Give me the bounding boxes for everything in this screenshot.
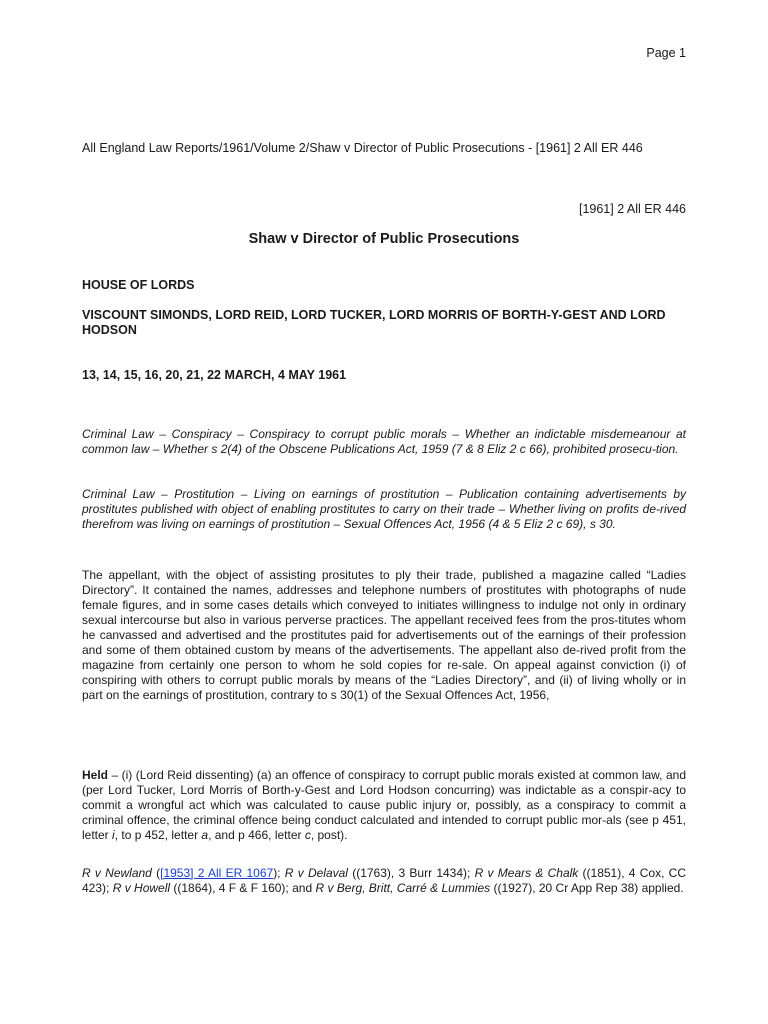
report-reference: [1961] 2 All ER 446 <box>578 202 686 216</box>
case-title: Shaw v Director of Public Prosecutions <box>248 231 520 247</box>
case-name-howell: R v Howell <box>112 881 171 895</box>
held-letter-i: i <box>112 828 115 842</box>
case-open-paren: ( <box>151 866 161 880</box>
facts-paragraph: The appellant, with the object of assisting prositutes to ply their trade, published a magazine called “Ladies Directory”. It contained the names, addresses and telephone numbers of prostitutes with photographs of nude female figures, and in some cases details which conveyed to initiates willingness to indulge not only in ordinary sexual intercourse but also in various perverse practices. The appellant received fees from the pros-titutes whom he canvassed and advertised and the prostitutes paid for advertisements out of the earnings of their profession and some of them obtained custom by means of the advertisements. The appellant also de-rived profit from the magazine from certainly one person to whom he sold copies for re-sale. On appeal against conviction (i) of conspiring with others to corrupt public morals by means of the “Ladies Directory”, and (ii) of living wholly or in part on the earnings of prostitution, contrary to s 30(1) of the Sexual Offences Act, 1956, <box>82 568 686 702</box>
held-letter-c: c <box>304 828 311 842</box>
court-name: HOUSE OF LORDS <box>82 278 195 292</box>
held-paragraph <box>82 768 686 843</box>
catchword-prostitution <box>82 487 686 532</box>
report-citation-line: All England Law Reports/1961/Volume 2/Shaw v Director of Public Prosecutions - [1961] 2 All ER 446 <box>82 141 643 155</box>
page-number: Page 1 <box>646 46 686 60</box>
catchword-conspiracy-text: Criminal Law – Conspiracy – Conspiracy to corrupt public morals – Whether an indictable misdemeanour at common law – Whether s 2(4) of the Obscene Publications Act, 1959 (7 & 8 Eliz 2 c 66), prohibited prosecu-tion. <box>82 427 686 456</box>
case-name-newland: R v Newland <box>82 866 152 880</box>
held-letter-a: a <box>201 828 209 842</box>
case-name-delaval: R v Delaval <box>284 866 348 880</box>
case-ref-berg: ((1927), 20 Cr App Rep 38) applied. <box>490 881 684 895</box>
judges-list: VISCOUNT SIMONDS, LORD REID, LORD TUCKER, LORD MORRIS OF BORTH-Y-GEST AND LORD HODSON <box>82 308 666 337</box>
case-ref-howell: ((1864), 4 F & F 160); and <box>170 881 316 895</box>
held-text-c: , and p 466, letter <box>208 828 305 842</box>
held-dash: – <box>108 768 122 782</box>
held-text-d: , post). <box>310 828 348 842</box>
held-label: Held <box>82 768 109 782</box>
held-text-b: , to p 452, letter <box>114 828 202 842</box>
held-text-a: (i) (Lord Reid dissenting) (a) an offence of conspiracy to corrupt public morals existed at common law, and (per Lord Tucker, Lord Morris of Borth-y-Gest and Lord Hodson concurring) was indictable as a conspir-acy to commit a wrongful act which was calculated to cause public injury or, possibly, as a conspiracy to commit a criminal offence, the criminal offence being conduct calculated and intended to corrupt public mor-als (see p 451, letter <box>82 768 687 842</box>
case-ref-delaval: ((1763), 3 Burr 1434); <box>347 866 475 880</box>
case-name-mears-chalk: R v Mears & Chalk <box>474 866 579 880</box>
hearing-dates: 13, 14, 15, 16, 20, 21, 22 MARCH, 4 MAY 1961 <box>82 368 347 382</box>
case-ref-mears-chalk: ((1851), 4 Cox, CC 423); <box>82 866 686 895</box>
case-link-newland[interactable]: [1953] 2 All ER 1067 <box>160 866 274 880</box>
catchword-prostitution-text: Criminal Law – Prostitution – Living on earnings of prostitution – Publication containing advertisements by prostitutes published with object of enabling prostitutes to carry on their trade – Whether living on profits de-rived therefrom was living on earnings of prostitution – Sexual Offences Act, 1956 (4 & 5 Eliz 2 c 69), s 30. <box>82 487 686 531</box>
cases-applied-paragraph <box>82 866 686 896</box>
catchword-conspiracy <box>82 427 686 457</box>
case-close-paren: ); <box>273 866 285 880</box>
case-name-berg: R v Berg, Britt, Carré & Lummies <box>315 881 491 895</box>
